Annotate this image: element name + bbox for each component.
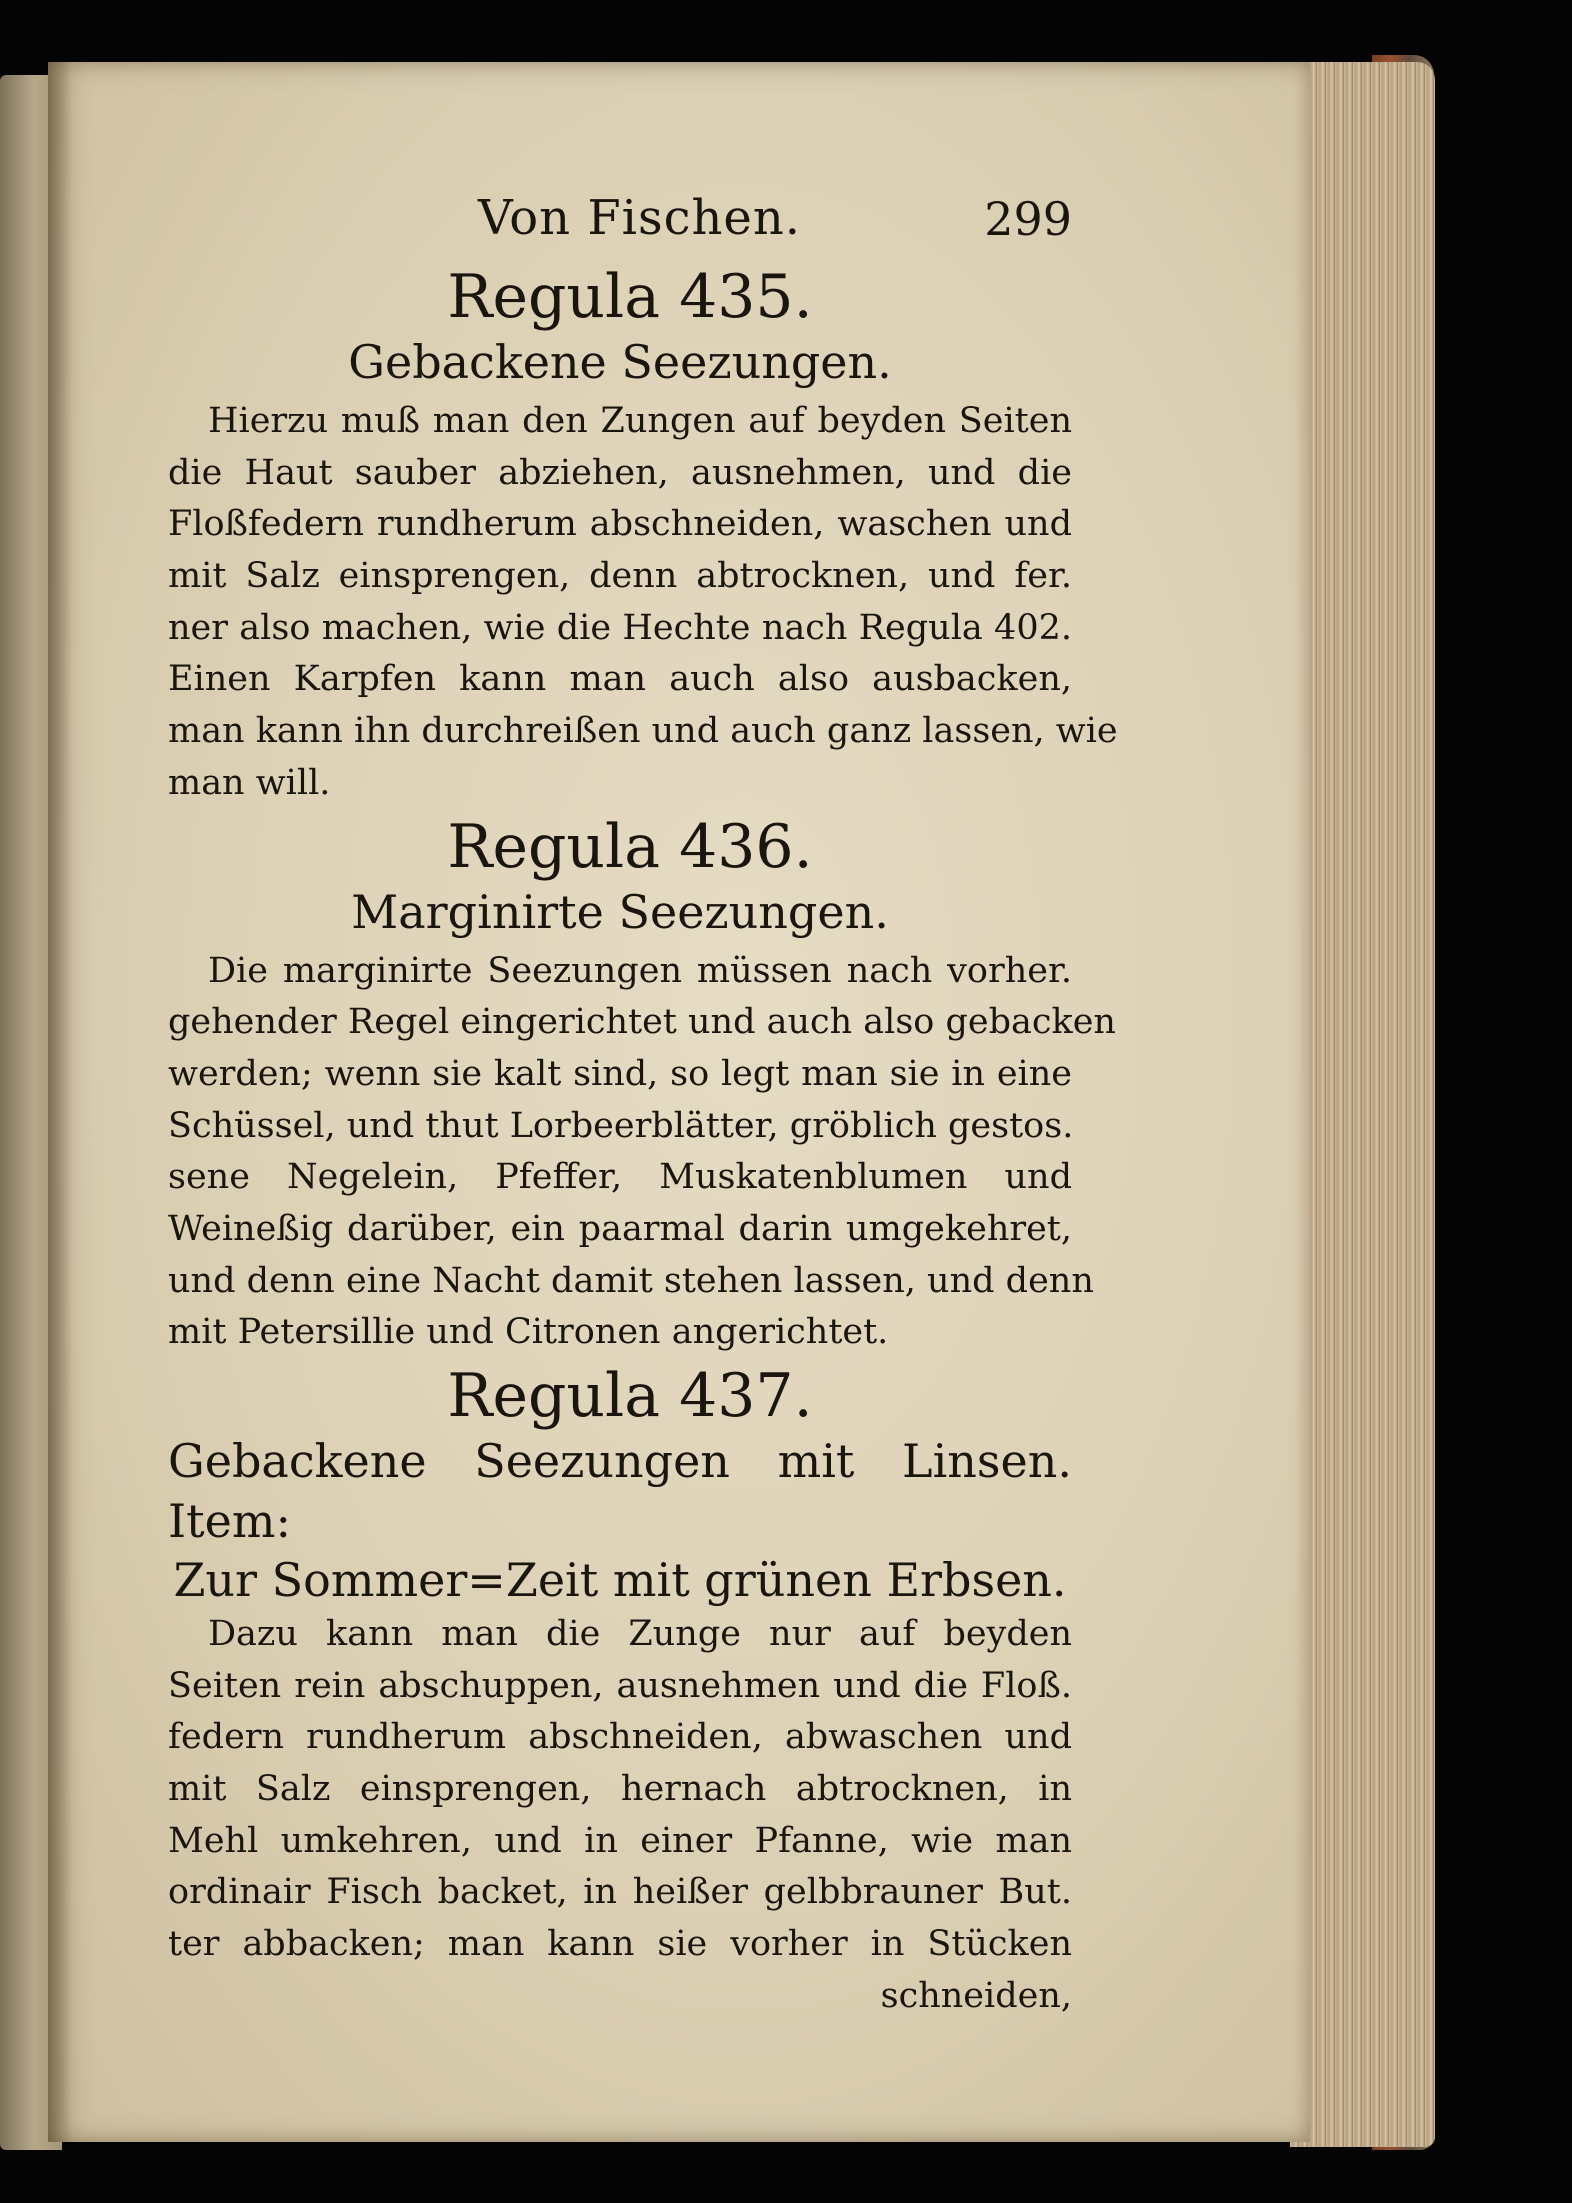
page-text-block <box>168 190 1118 2023</box>
body-line: gehender Regel eingerichtet und auch also gebacken <box>168 1002 1116 1043</box>
body-line: Dazu kann man die Zunge nur auf beyden <box>208 1614 1072 1654</box>
body-line: die Haut sauber abziehen, ausnehmen, und die <box>168 452 1072 493</box>
recipe-section <box>168 262 1118 810</box>
body-line: man kann ihn durchreißen und auch ganz lassen, wie <box>168 711 1118 752</box>
body-line: ordinair Fisch backet, in heißer gelbbrauner But. <box>168 1872 1072 1913</box>
body-line: mit Salz einsprengen, denn abtrocknen, und fer. <box>168 556 1072 597</box>
body-line: man will. <box>168 762 331 803</box>
body-line: Schüssel, und thut Lorbeerblätter, gröblich gestos. <box>168 1105 1074 1146</box>
body-line: ner also machen, wie die Hechte nach Regula 402. <box>168 607 1072 648</box>
body-line: Die marginirte Seezungen müssen nach vorher. <box>208 950 1072 991</box>
running-title: Von Fischen. <box>478 190 801 246</box>
dish-title-line-2: Zur Sommer=Zeit mit grünen Erbsen. <box>173 1553 1067 1607</box>
body-line: Hierzu muß man den Zungen auf beyden Seiten <box>208 401 1072 441</box>
body-line: und denn eine Nacht damit stehen lassen, und denn <box>168 1260 1094 1301</box>
page-number: 299 <box>984 192 1072 246</box>
page-gutter <box>48 62 72 2142</box>
running-head <box>168 190 1072 260</box>
body-line: Mehl umkehren, und in einer Pfanne, wie man <box>168 1820 1072 1861</box>
catchword: schneiden, <box>880 1975 1072 2016</box>
body-line: mit Petersillie und Citronen angerichtet. <box>168 1312 889 1353</box>
page-block-edge <box>1290 62 1435 2147</box>
dish-title: Gebackene Seezungen mit Linsen. Item: <box>168 1434 1072 1548</box>
recipe-section <box>168 811 1116 1360</box>
regula-heading: Regula 436. <box>447 811 813 882</box>
recipe-section <box>168 1361 1072 1971</box>
body-line: Seiten rein abschuppen, ausnehmen und die Floß. <box>168 1665 1072 1706</box>
regula-heading: Regula 437. <box>447 1361 813 1431</box>
body-line: sene Negelein, Pfeffer, Muskatenblumen und <box>168 1157 1072 1198</box>
body-line: werden; wenn sie kalt sind, so legt man sie in eine <box>168 1053 1072 1094</box>
body-line: mit Salz einsprengen, hernach abtrocknen, in <box>168 1769 1072 1810</box>
body-line: Floßfedern rundherum abschneiden, waschen und <box>168 504 1072 545</box>
body-line: federn rundherum abschneiden, abwaschen und <box>168 1717 1072 1758</box>
regula-heading: Regula 435. <box>447 262 813 332</box>
dish-title: Gebackene Seezungen. <box>348 335 892 389</box>
body-line: Weineßig darüber, ein paarmal darin umgekehret, <box>168 1208 1072 1249</box>
dish-title: Marginirte Seezungen. <box>351 884 889 939</box>
body-line: ter abbacken; man kann sie vorher in Stücken <box>168 1924 1072 1965</box>
body-line: Einen Karpfen kann man auch also ausbacken, <box>168 659 1072 700</box>
